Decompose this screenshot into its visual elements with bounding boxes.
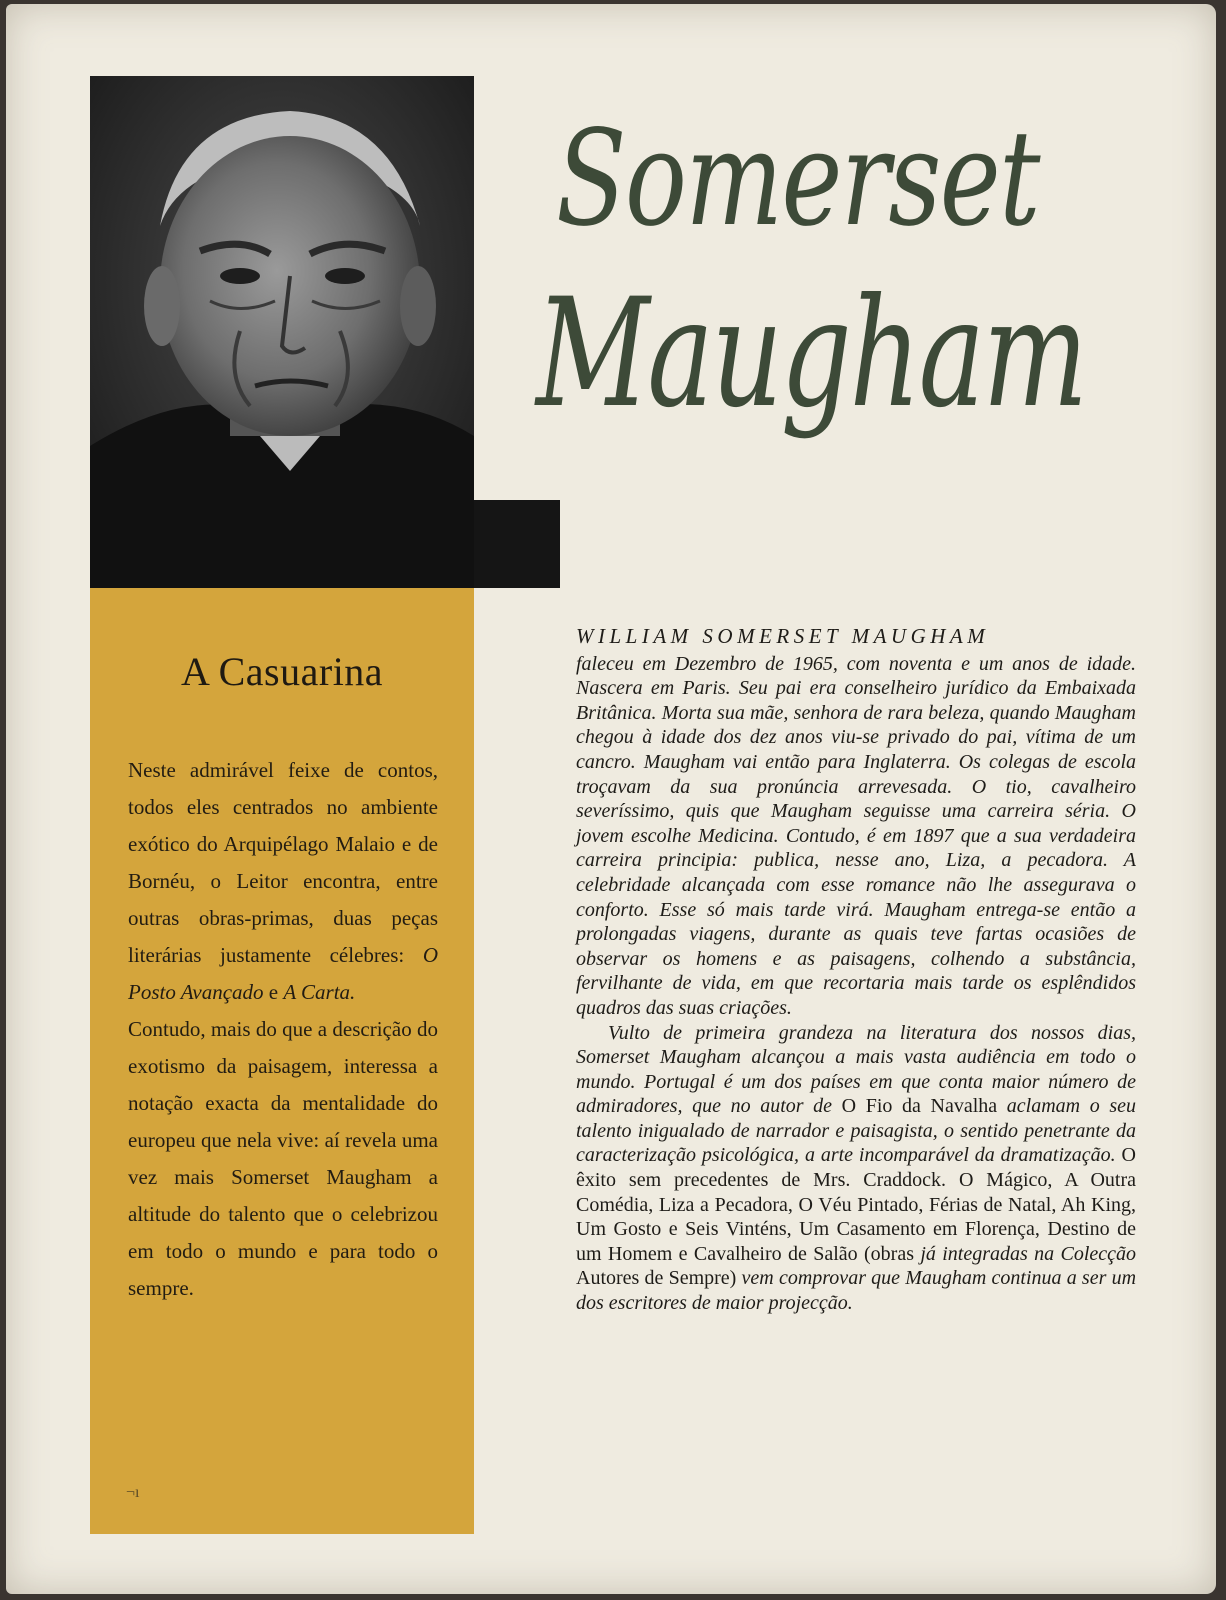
author-name-last: Maugham [536,267,1086,441]
author-name-title [536,104,1196,484]
blurb-paragraph-1 [128,752,438,1011]
bio-paragraph-1: faleceu em Dezembro de 1965, com noventa e um anos de idade. Nascera em Paris. Seu pai era conselheiro jurídico da Embaixada Britânica. Morta sua mãe, senhora de rara beleza, quando Maugham chegou à idade dos dez anos viu-se privado do pai, vítima de um cancro. Maugham vai então para Inglaterra. Os colegas de escola troçavam da sua pronúncia arrevesada. O tio, cavalheiro severíssimo, quis que Maugham seguisse uma carreira séria. O jovem escolhe Medicina. Contudo, é em 1897 que a sua verdadeira carreira principia: publica, nesse ano, Liza, a pecadora. A celebridade alcançada com esse romance não lhe assegurava o conforto. Esse só mais tarde virá. Maugham entrega-se então a prolongadas viagens, durante as quais teve fartas ocasiões de observar os homens e as paisagens, colhendo a substância, fervilhante de vida, em que recortaria mais tarde os esplêndidos quadros das suas criações. [576,652,1136,1019]
bio-2-work-title: O Fio da Navalha [841,1095,998,1118]
bio-heading: WILLIAM SOMERSET MAUGHAM [576,624,990,648]
bio-2-text-d: vem comprovar que Maugham continua a ser um dos escritores de maior projecção. [576,1267,1137,1315]
blurb-paragraph-2: Contudo, mais do que a descrição do exotismo da paisagem, interessa a notação exacta da mentalidade do europeu que nela vive: aí revela uma vez mais Somerset Maugham a altitude do talento que o celebrizou em todo o mundo e para todo o sempre. [128,1017,438,1300]
bio-2-collection-name: Autores de Sempre) [576,1267,737,1290]
bio-2-text-a: Vulto de primeira grandeza na literatura dos nossos dias, Somerset Maugham alcançou a mais vasta audiência em todo o mundo. Portugal é um dos países em que conta maior número de admiradores, que no autor de [576,1021,1136,1118]
book-back-cover [6,4,1216,1594]
author-name-first: Somerset [556,102,1039,256]
author-portrait [90,76,474,588]
photo-frame-notch [474,500,560,588]
book-blurb-panel [90,588,474,1534]
blurb-1-conjunction: e [263,980,284,1004]
blurb-work-title-1: O Posto Avançado [128,943,438,1004]
author-portrait-image [90,76,474,588]
bio-2-text-b: aclamam o seu talento inigualado de narrador e paisagista, o sentido penetrante da caracterização psicológica, a arte incomparável da dramatização. [576,1095,1137,1167]
blurb-work-title-2: A Carta. [283,980,356,1004]
author-biography [576,624,1136,1316]
blurb-1-text: Neste admirável feixe de contos, todos eles centrados no ambiente exótico do Arquipélago Malaio e de Bornéu, o Leitor encontra, entre outras obras-primas, duas peças literárias justamente célebres: [128,758,438,967]
bio-2-text-c: já integradas na Colecção [913,1242,1137,1265]
bio-paragraph-2 [576,1021,1136,1316]
bio-2-works-list: O êxito sem precedentes de Mrs. Craddock. O Mágico, A Outra Comédia, Liza a Pecadora, O Véu Pintado, Férias de Natal, Ah King, Um Gosto e Seis Vinténs, Um Casamento em Florença, Destino de um Homem e Cavalheiro de Salão (obras [576,1144,1136,1265]
book-blurb [128,752,438,1307]
book-title: A Casuarina [180,649,384,694]
print-mark: ¬ı [126,1484,140,1501]
